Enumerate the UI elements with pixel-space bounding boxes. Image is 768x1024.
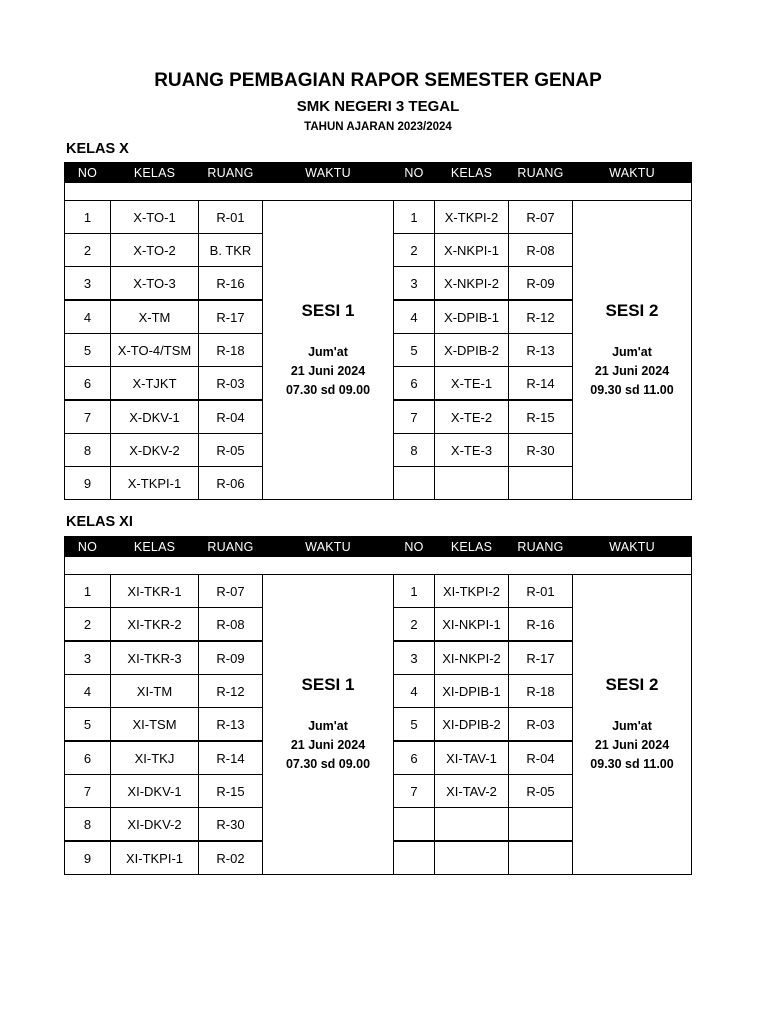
row-kelas: X-NKPI-1	[435, 234, 509, 267]
col-header-kelas: KELAS	[435, 537, 509, 557]
row-ruang: R-30	[509, 434, 573, 467]
col-header-kelas: KELAS	[111, 537, 199, 557]
row-no: 9	[65, 841, 111, 875]
col-header-waktu: WAKTU	[263, 537, 394, 557]
session-time: 09.30 sd 11.00	[590, 757, 674, 771]
row-no: 5	[65, 334, 111, 367]
row-ruang: R-14	[199, 741, 263, 775]
row-kelas: X-TO-1	[111, 201, 199, 234]
row-no: 7	[65, 775, 111, 808]
row-ruang: B. TKR	[199, 234, 263, 267]
row-ruang: R-01	[509, 575, 573, 608]
row-no: 8	[65, 808, 111, 842]
row-ruang: R-07	[509, 201, 573, 234]
row-kelas: X-TE-3	[435, 434, 509, 467]
row-no: 1	[65, 575, 111, 608]
col-header-no: NO	[394, 163, 435, 183]
row-kelas: X-DKV-2	[111, 434, 199, 467]
session-day: Jum'at	[308, 344, 348, 359]
session-date: 21 Juni 2024	[290, 363, 366, 378]
table-row	[65, 575, 692, 608]
col-header-no: NO	[394, 537, 435, 557]
col-header-ruang: RUANG	[199, 537, 263, 557]
row-no: 5	[394, 334, 435, 367]
row-kelas: X-TE-1	[435, 367, 509, 401]
session-label: SESI 2	[605, 675, 659, 694]
row-kelas	[435, 808, 509, 842]
row-ruang: R-18	[509, 675, 573, 708]
row-ruang: R-16	[509, 608, 573, 642]
col-header-ruang: RUANG	[199, 163, 263, 183]
academic-year: TAHUN AJARAN 2023/2024	[304, 121, 452, 133]
row-no: 7	[394, 400, 435, 434]
row-no: 7	[394, 775, 435, 808]
row-ruang: R-06	[199, 467, 263, 500]
row-kelas: X-TJKT	[111, 367, 199, 401]
row-ruang: R-13	[199, 708, 263, 742]
spacer-cell	[65, 557, 692, 575]
col-header-kelas: KELAS	[111, 163, 199, 183]
row-kelas: X-TE-2	[435, 400, 509, 434]
row-kelas: X-TO-2	[111, 234, 199, 267]
col-header-no: NO	[65, 537, 111, 557]
row-no: 6	[394, 741, 435, 775]
col-header-ruang: RUANG	[509, 163, 573, 183]
row-ruang: R-04	[509, 741, 573, 775]
row-ruang: R-16	[199, 267, 263, 301]
session-label: SESI 1	[301, 300, 355, 320]
row-no: 8	[394, 434, 435, 467]
row-ruang: R-17	[509, 641, 573, 675]
col-header-no: NO	[65, 163, 111, 183]
row-kelas: X-DKV-1	[111, 400, 199, 434]
table-header-row	[65, 163, 692, 183]
row-ruang: R-05	[199, 434, 263, 467]
row-no: 8	[65, 434, 111, 467]
row-no: 1	[65, 201, 111, 234]
row-ruang: R-18	[199, 334, 263, 367]
row-no: 5	[65, 708, 111, 742]
row-no: 1	[394, 575, 435, 608]
row-ruang: R-14	[509, 367, 573, 401]
row-ruang: R-04	[199, 400, 263, 434]
row-no: 6	[65, 367, 111, 401]
row-no: 9	[65, 467, 111, 500]
row-kelas: X-DPIB-1	[435, 300, 509, 334]
row-ruang: R-07	[199, 575, 263, 608]
row-kelas: XI-TAV-2	[435, 775, 509, 808]
row-kelas: XI-NKPI-1	[435, 608, 509, 642]
row-kelas: X-TM	[111, 300, 199, 334]
row-kelas: XI-TAV-1	[435, 741, 509, 775]
row-no: 5	[394, 708, 435, 742]
row-kelas	[435, 467, 509, 500]
row-ruang: R-09	[199, 641, 263, 675]
row-ruang	[509, 841, 573, 875]
row-kelas	[435, 841, 509, 875]
col-header-waktu: WAKTU	[263, 163, 394, 183]
row-ruang: R-05	[509, 775, 573, 808]
col-header-ruang: RUANG	[509, 537, 573, 557]
row-kelas: XI-TKR-2	[111, 608, 199, 642]
row-ruang: R-13	[509, 334, 573, 367]
col-header-kelas: KELAS	[435, 163, 509, 183]
row-ruang: R-15	[509, 400, 573, 434]
spacer-row	[65, 557, 692, 575]
row-ruang	[509, 808, 573, 842]
session-day: Jum'at	[612, 344, 652, 359]
row-no: 4	[394, 675, 435, 708]
section-label-kelas-x: KELAS X	[66, 141, 129, 157]
spacer-row	[65, 183, 692, 201]
spacer-cell	[65, 183, 692, 201]
session-date: 21 Juni 2024	[594, 738, 670, 752]
session-time: 07.30 sd 09.00	[285, 757, 371, 771]
schedule-table-kelas-x	[64, 162, 692, 500]
table-header-row	[65, 537, 692, 557]
schedule-table-kelas-xi	[64, 536, 692, 875]
waktu-cell-left	[263, 575, 394, 875]
row-ruang: R-01	[199, 201, 263, 234]
session-label: SESI 2	[605, 300, 659, 320]
row-no: 4	[65, 300, 111, 334]
row-no: 3	[394, 267, 435, 301]
row-kelas: X-TO-3	[111, 267, 199, 301]
table-row	[65, 201, 692, 234]
school-name: SMK NEGERI 3 TEGAL	[296, 98, 460, 115]
row-no: 4	[65, 675, 111, 708]
document-title: RUANG PEMBAGIAN RAPOR SEMESTER GENAP	[154, 70, 602, 91]
row-no	[394, 467, 435, 500]
row-kelas: XI-NKPI-2	[435, 641, 509, 675]
row-kelas: XI-TKR-3	[111, 641, 199, 675]
row-kelas: XI-DKV-2	[111, 808, 199, 842]
row-no	[394, 841, 435, 875]
row-kelas: X-TO-4/TSM	[111, 334, 199, 367]
row-kelas: XI-TM	[111, 675, 199, 708]
session-date: 21 Juni 2024	[594, 363, 670, 378]
row-no	[394, 808, 435, 842]
row-ruang: R-09	[509, 267, 573, 301]
row-ruang: R-17	[199, 300, 263, 334]
row-ruang: R-30	[199, 808, 263, 842]
row-kelas: XI-TKJ	[111, 741, 199, 775]
waktu-cell-right	[573, 575, 692, 875]
row-no: 6	[394, 367, 435, 401]
row-kelas: XI-DKV-1	[111, 775, 199, 808]
col-header-waktu: WAKTU	[573, 537, 692, 557]
row-no: 3	[65, 641, 111, 675]
row-kelas: X-TKPI-1	[111, 467, 199, 500]
section-label-kelas-xi: KELAS XI	[66, 514, 133, 530]
row-ruang: R-12	[509, 300, 573, 334]
session-date: 21 Juni 2024	[290, 738, 366, 752]
row-ruang: R-08	[199, 608, 263, 642]
row-kelas: XI-TKR-1	[111, 575, 199, 608]
waktu-cell-right	[573, 201, 692, 500]
row-ruang: R-12	[199, 675, 263, 708]
session-time: 09.30 sd 11.00	[590, 382, 674, 397]
row-kelas: XI-TKPI-2	[435, 575, 509, 608]
row-no: 2	[65, 234, 111, 267]
row-ruang: R-15	[199, 775, 263, 808]
waktu-cell-left	[263, 201, 394, 500]
row-kelas: XI-DPIB-1	[435, 675, 509, 708]
row-ruang: R-08	[509, 234, 573, 267]
row-no: 3	[65, 267, 111, 301]
row-kelas: XI-TSM	[111, 708, 199, 742]
row-ruang: R-03	[509, 708, 573, 742]
row-kelas: XI-DPIB-2	[435, 708, 509, 742]
row-no: 4	[394, 300, 435, 334]
row-kelas: XI-TKPI-1	[111, 841, 199, 875]
row-no: 6	[65, 741, 111, 775]
session-label: SESI 1	[301, 675, 355, 694]
row-ruang: R-03	[199, 367, 263, 401]
row-ruang: R-02	[199, 841, 263, 875]
row-no: 2	[394, 234, 435, 267]
row-no: 7	[65, 400, 111, 434]
session-time: 07.30 sd 09.00	[285, 382, 371, 397]
session-day: Jum'at	[612, 719, 652, 733]
row-kelas: X-NKPI-2	[435, 267, 509, 301]
row-kelas: X-DPIB-2	[435, 334, 509, 367]
row-no: 1	[394, 201, 435, 234]
row-kelas: X-TKPI-2	[435, 201, 509, 234]
row-no: 2	[394, 608, 435, 642]
row-no: 3	[394, 641, 435, 675]
session-day: Jum'at	[308, 719, 348, 733]
row-ruang	[509, 467, 573, 500]
col-header-waktu: WAKTU	[573, 163, 692, 183]
row-no: 2	[65, 608, 111, 642]
